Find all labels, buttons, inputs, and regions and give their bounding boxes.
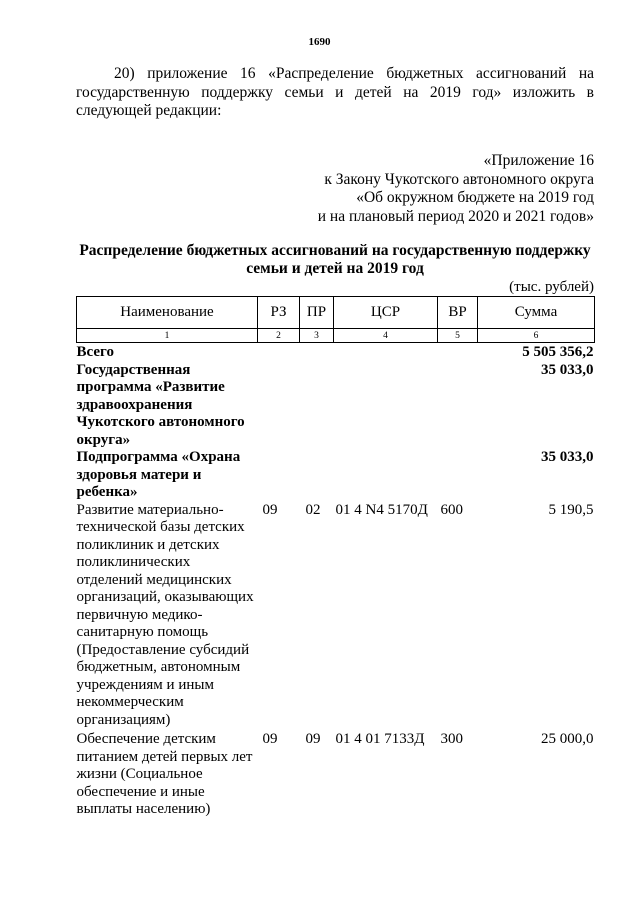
table-row (77, 502, 595, 730)
row-rz: 09 (262, 501, 278, 518)
row-csr (334, 449, 438, 502)
column-number: 6 (478, 329, 595, 343)
table-header-row (77, 297, 595, 329)
header-csr: ЦСР (334, 297, 438, 329)
row-name: Обеспечение детским питанием детей первых лет жизни (Социальное обеспечение и иные выплаты населению) (76, 731, 253, 817)
column-number-row (77, 329, 595, 343)
row-csr (334, 343, 438, 362)
row-csr: 01 4 N4 5170Д (335, 501, 428, 518)
page-number: 1690 (308, 36, 331, 48)
column-number: 5 (438, 329, 478, 343)
row-vr: 300 (440, 731, 463, 747)
budget-table (76, 296, 595, 819)
row-vr (438, 449, 478, 502)
row-rz (258, 343, 300, 362)
row-sum: 5 505 356,2 (522, 344, 594, 360)
row-pr (300, 362, 334, 450)
header-vr: ВР (438, 297, 478, 329)
header-rz: РЗ (258, 297, 300, 329)
row-rz (258, 449, 300, 502)
row-sum: 5 190,5 (548, 501, 594, 518)
row-rz: 09 (262, 731, 278, 747)
row-name: Развитие материально-технической базы детских поликлиник и детских поликлинических отделений медицинских организаций, оказывающих первичную медико-санитарную помощь (Предоставление субсидий бюджетным, автономным учреждениям и иным некоммерческим организациям) (76, 501, 254, 728)
row-sum: 35 033,0 (541, 449, 594, 465)
header-pr: ПР (300, 297, 334, 329)
header-sum: Сумма (478, 297, 595, 329)
row-name: Подпрограмма «Охрана здоровья матери и ребенка» (76, 449, 241, 500)
appendix-line-2: к Закону Чукотского автономного округа (324, 170, 594, 188)
row-rz (258, 362, 300, 450)
row-pr (300, 343, 334, 362)
row-vr (438, 343, 478, 362)
column-number: 3 (300, 329, 334, 343)
column-number: 2 (258, 329, 300, 343)
row-sum: 35 033,0 (541, 361, 594, 378)
row-pr: 09 (305, 731, 321, 747)
appendix-header (264, 152, 594, 226)
appendix-line-4: и на плановый период 2020 и 2021 годов» (317, 207, 594, 225)
document-title: Распределение бюджетных ассигнований на государственную поддержку семьи и детей на 2019 год (79, 242, 591, 277)
row-pr (300, 449, 334, 502)
header-name: Наименование (77, 297, 258, 329)
table-row-total (77, 343, 595, 362)
appendix-line-1: «Приложение 16 (483, 152, 594, 169)
column-number: 1 (77, 329, 258, 343)
row-csr: 01 4 01 7133Д (335, 731, 425, 747)
table-row-program (77, 362, 595, 450)
row-name: Государственная программа «Развитие здравоохранения Чукотского автономного округа» (76, 361, 245, 448)
intro-paragraph: 20) приложение 16 «Распределение бюджетных ассигнований на государственную поддержку семьи и детей на 2019 год» изложить в следующей редакции: (76, 65, 594, 119)
row-sum: 25 000,0 (541, 731, 594, 747)
table-row (77, 729, 595, 819)
column-number: 4 (334, 329, 438, 343)
row-csr (334, 362, 438, 450)
row-name: Всего (76, 344, 114, 360)
table-row-subprogram (77, 449, 595, 502)
appendix-line-3: «Об окружном бюджете на 2019 год (356, 189, 594, 206)
row-pr: 02 (305, 501, 321, 518)
units-label: (тыс. рублей) (509, 279, 594, 295)
row-vr (438, 362, 478, 450)
row-vr: 600 (440, 501, 463, 518)
